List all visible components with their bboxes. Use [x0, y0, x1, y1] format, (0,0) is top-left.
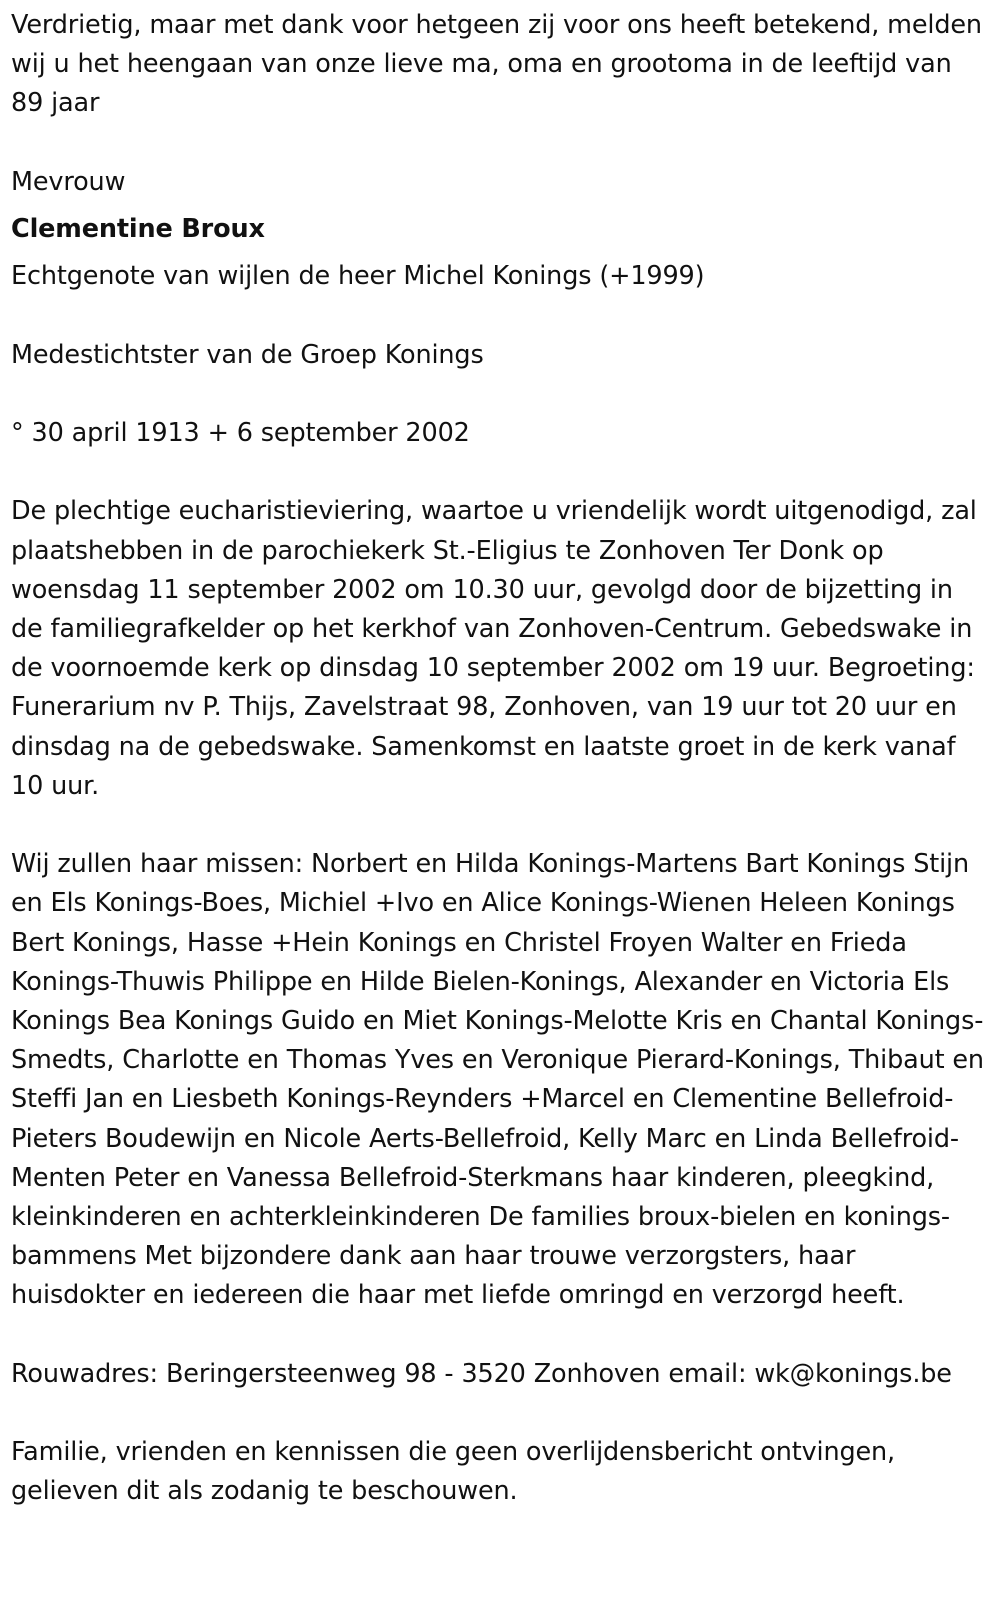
- salutation: Mevrouw: [11, 166, 126, 197]
- deceased-name: Clementine Broux: [11, 214, 265, 244]
- address-line: Rouwadres: Beringersteenweg 98 - 3520 Zonhoven email: wk@konings.be: [11, 1358, 952, 1389]
- intro-paragraph: Verdrietig, maar met dank voor hetgeen zij voor ons heeft betekend, melden wij u het heengaan van onze lieve ma, oma en grootoma in de leeftijd van 89 jaar: [11, 10, 982, 119]
- spouse-line: Echtgenote van wijlen de heer Michel Konings (+1999): [11, 261, 705, 292]
- closing-paragraph: Familie, vrienden en kennissen die geen overlijdensbericht ontvingen, gelieven dit als zodanig te beschouwen.: [11, 1437, 895, 1507]
- ceremony-paragraph: De plechtige eucharistieviering, waartoe u vriendelijk wordt uitgenodigd, zal plaatshebben in de parochiekerk St.-Eligius te Zonhoven Ter Donk op woensdag 11 september 2002 om 10.30 uur, gevolgd door de bijzetting in de familiegrafkelder op het kerkhof van Zonhoven-Centrum. Gebedswake in de voornoemde kerk op dinsdag 10 september 2002 om 19 uur. Begroeting: Funerarium nv P. Thijs, Zavelstraat 98, Zonhoven, van 19 uur tot 20 uur en dinsdag na de gebedswake. Samenkomst en laatste groet in de kerk vanaf 10 uur.: [11, 496, 977, 801]
- role-line: Medestichtster van de Groep Konings: [11, 339, 484, 370]
- family-paragraph: Wij zullen haar missen: Norbert en Hilda Konings-Martens Bart Konings Stijn en Els Konings-Boes, Michiel +Ivo en Alice Konings-Wienen Heleen Konings Bert Konings, Hasse +Hein Konings en Christel Froyen Walter en Frieda Konings-Thuwis Philippe en Hilde Bielen-Konings, Alexander en Victoria Els Konings Bea Konings Guido en Miet Konings-Melotte Kris en Chantal Konings-Smedts, Charlotte en Thomas Yves en Veronique Pierard-Konings, Thibaut en Steffi Jan en Liesbeth Konings-Reynders +Marcel en Clementine Bellefroid-Pieters Boudewijn en Nicole Aerts-Bellefroid, Kelly Marc en Linda Bellefroid-Menten Peter en Vanessa Bellefroid-Sterkmans haar kinderen, pleegkind, kleinkinderen en achterkleinkinderen De families broux-bielen en konings-bammens Met bijzondere dank aan haar trouwe verzorgsters, haar huisdokter en iedereen die haar met liefde omringd en verzorgd heeft.: [11, 849, 984, 1311]
- dates-line: ° 30 april 1913 + 6 september 2002: [11, 417, 470, 448]
